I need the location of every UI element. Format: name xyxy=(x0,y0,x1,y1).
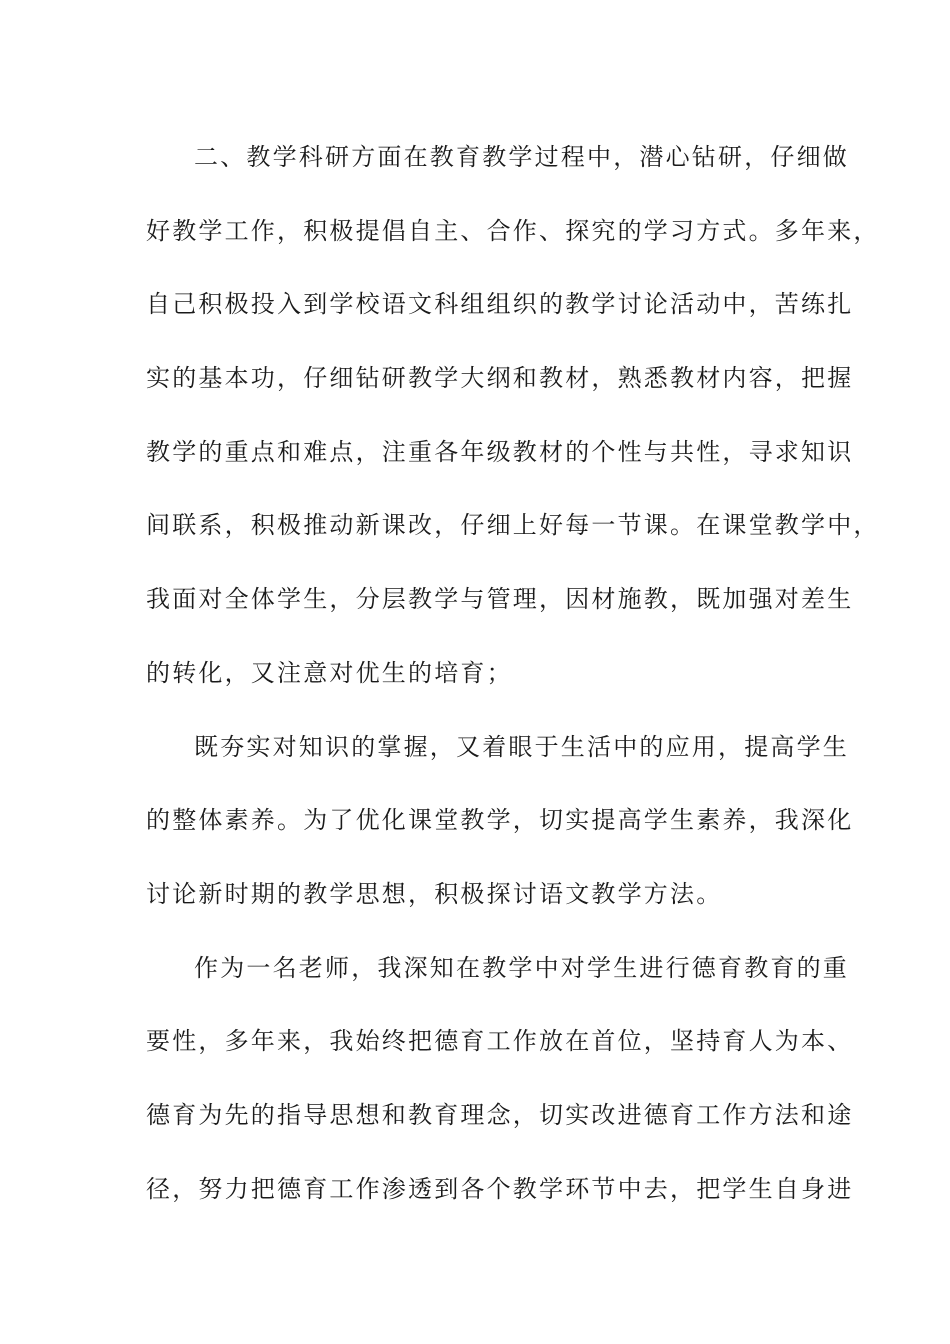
text-line: 讨论新时期的教学思想，积极探讨语文教学方法。 xyxy=(146,879,723,908)
text-line: 作为一名老师，我深知在教学中对学生进行德育教育的重 xyxy=(194,953,849,982)
paragraph-1-line-7 xyxy=(146,570,854,628)
text-line: 二、教学科研方面在教育教学过程中，潜心钻研，仔细做 xyxy=(194,143,849,171)
text-line: 径，努力把德育工作渗透到各个教学环节中去，把学生自身进 xyxy=(146,1174,854,1203)
paragraph-3-line-1 xyxy=(146,939,849,997)
paragraph-1-line-8 xyxy=(146,644,796,702)
text-line: 好教学工作，积极提倡自主、合作、探究的学习方式。多年来， xyxy=(146,216,880,245)
paragraph-2-line-1 xyxy=(146,718,849,776)
paragraph-3-line-4 xyxy=(146,1160,854,1218)
text-line: 的转化，又注意对优生的培育； xyxy=(146,658,513,687)
paragraph-1-line-6 xyxy=(146,496,880,554)
text-line: 间联系，积极推动新课改，仔细上好每一节课。在课堂教学中， xyxy=(146,511,880,540)
text-line: 自己积极投入到学校语文科组组织的教学讨论活动中，苦练扎 xyxy=(146,290,854,319)
text-line: 教学的重点和难点，注重各年级教材的个性与共性，寻求知识 xyxy=(146,437,854,466)
paragraph-3-line-3 xyxy=(146,1086,854,1144)
paragraph-1-line-2 xyxy=(146,202,880,260)
paragraph-3-line-2 xyxy=(146,1012,854,1070)
document-body xyxy=(146,128,880,1233)
text-line: 既夯实对知识的掌握，又着眼于生活中的应用，提高学生 xyxy=(194,732,849,761)
paragraph-2-line-3 xyxy=(146,865,796,923)
text-line: 实的基本功，仔细钻研教学大纲和教材，熟悉教材内容，把握 xyxy=(146,364,854,393)
text-line: 我面对全体学生，分层教学与管理，因材施教，既加强对差生 xyxy=(146,585,854,614)
paragraph-1-line-5 xyxy=(146,423,854,481)
paragraph-1-line-4 xyxy=(146,349,854,407)
paragraph-2-line-2 xyxy=(146,791,854,849)
text-line: 的整体素养。为了优化课堂教学，切实提高学生素养，我深化 xyxy=(146,806,854,835)
paragraph-1-line-1 xyxy=(146,128,849,186)
text-line: 德育为先的指导思想和教育理念，切实改进德育工作方法和途 xyxy=(146,1100,854,1129)
text-line: 要性，多年来，我始终把德育工作放在首位，坚持育人为本、 xyxy=(146,1027,854,1056)
paragraph-1-line-3 xyxy=(146,275,854,333)
